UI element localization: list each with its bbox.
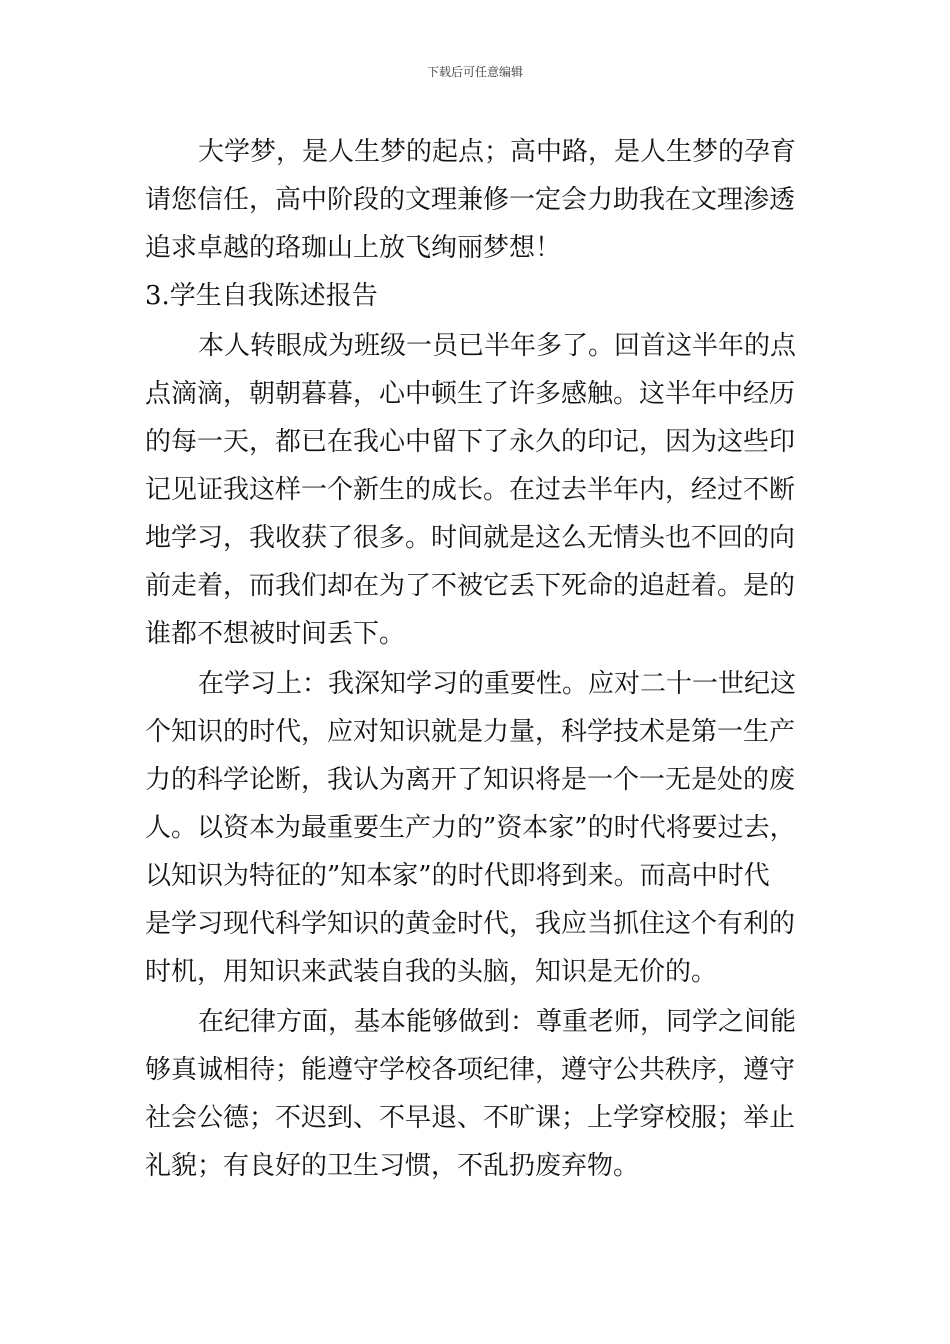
paragraph-line: 前走着，而我们却在为了不被它丢下死命的追赶着。是的 [145,571,796,601]
paragraph-line: 点滴滴，朝朝暮暮，心中顿生了许多感触。这半年中经历 [145,379,796,409]
paragraph-line: 在纪律方面，基本能够做到：尊重老师，同学之间能 [198,1007,797,1037]
paragraph-line: 记见证我这样一个新生的成长。在过去半年内，经过不断 [145,475,796,505]
paragraph-line: 在学习上：我深知学习的重要性。应对二十一世纪这 [198,669,797,699]
paragraph-line: 本人转眼成为班级一员已半年多了。回首这半年的点 [198,331,797,361]
section-heading: 3.学生自我陈述报告 [145,281,378,311]
paragraph-line: 人。以资本为最重要生产力的”资本家”的时代将要过去， [145,813,796,843]
paragraph-line: 礼貌；有良好的卫生习惯，不乱扔废弃物。 [145,1151,640,1181]
paragraph-line: 的每一天，都已在我心中留下了永久的印记，因为这些印 [145,427,796,457]
paragraph-line: 大学梦，是人生梦的起点；高中路，是人生梦的孕育 [198,137,797,167]
paragraph-line: 地学习，我收获了很多。时间就是这么无情头也不回的向 [145,523,796,553]
paragraph-line: 够真诚相待；能遵守学校各项纪律，遵守公共秩序，遵守 [145,1055,796,1085]
paragraph-line: 追求卓越的珞珈山上放飞绚丽梦想！ [145,233,562,263]
paragraph-line: 时机，用知识来武装自我的头脑，知识是无价的。 [145,957,718,987]
paragraph-line: 力的科学论断，我认为离开了知识将是一个一无是处的废 [145,765,796,795]
document-body [145,128,815,1190]
paragraph-line: 是学习现代科学知识的黄金时代，我应当抓住这个有利的 [145,909,796,939]
page-header-note: 下载后可任意编辑 [426,65,523,79]
paragraph-line: 以知识为特征的”知本家”的时代即将到来。而高中时代 [145,861,770,891]
paragraph-line: 谁都不想被时间丢下。 [145,619,406,649]
paragraph-line: 个知识的时代，应对知识就是力量，科学技术是第一生产 [145,717,796,747]
paragraph-line: 请您信任，高中阶段的文理兼修一定会力助我在文理渗透 [145,185,796,215]
paragraph-line: 社会公德；不迟到、不早退、不旷课；上学穿校服；举止 [145,1103,796,1133]
